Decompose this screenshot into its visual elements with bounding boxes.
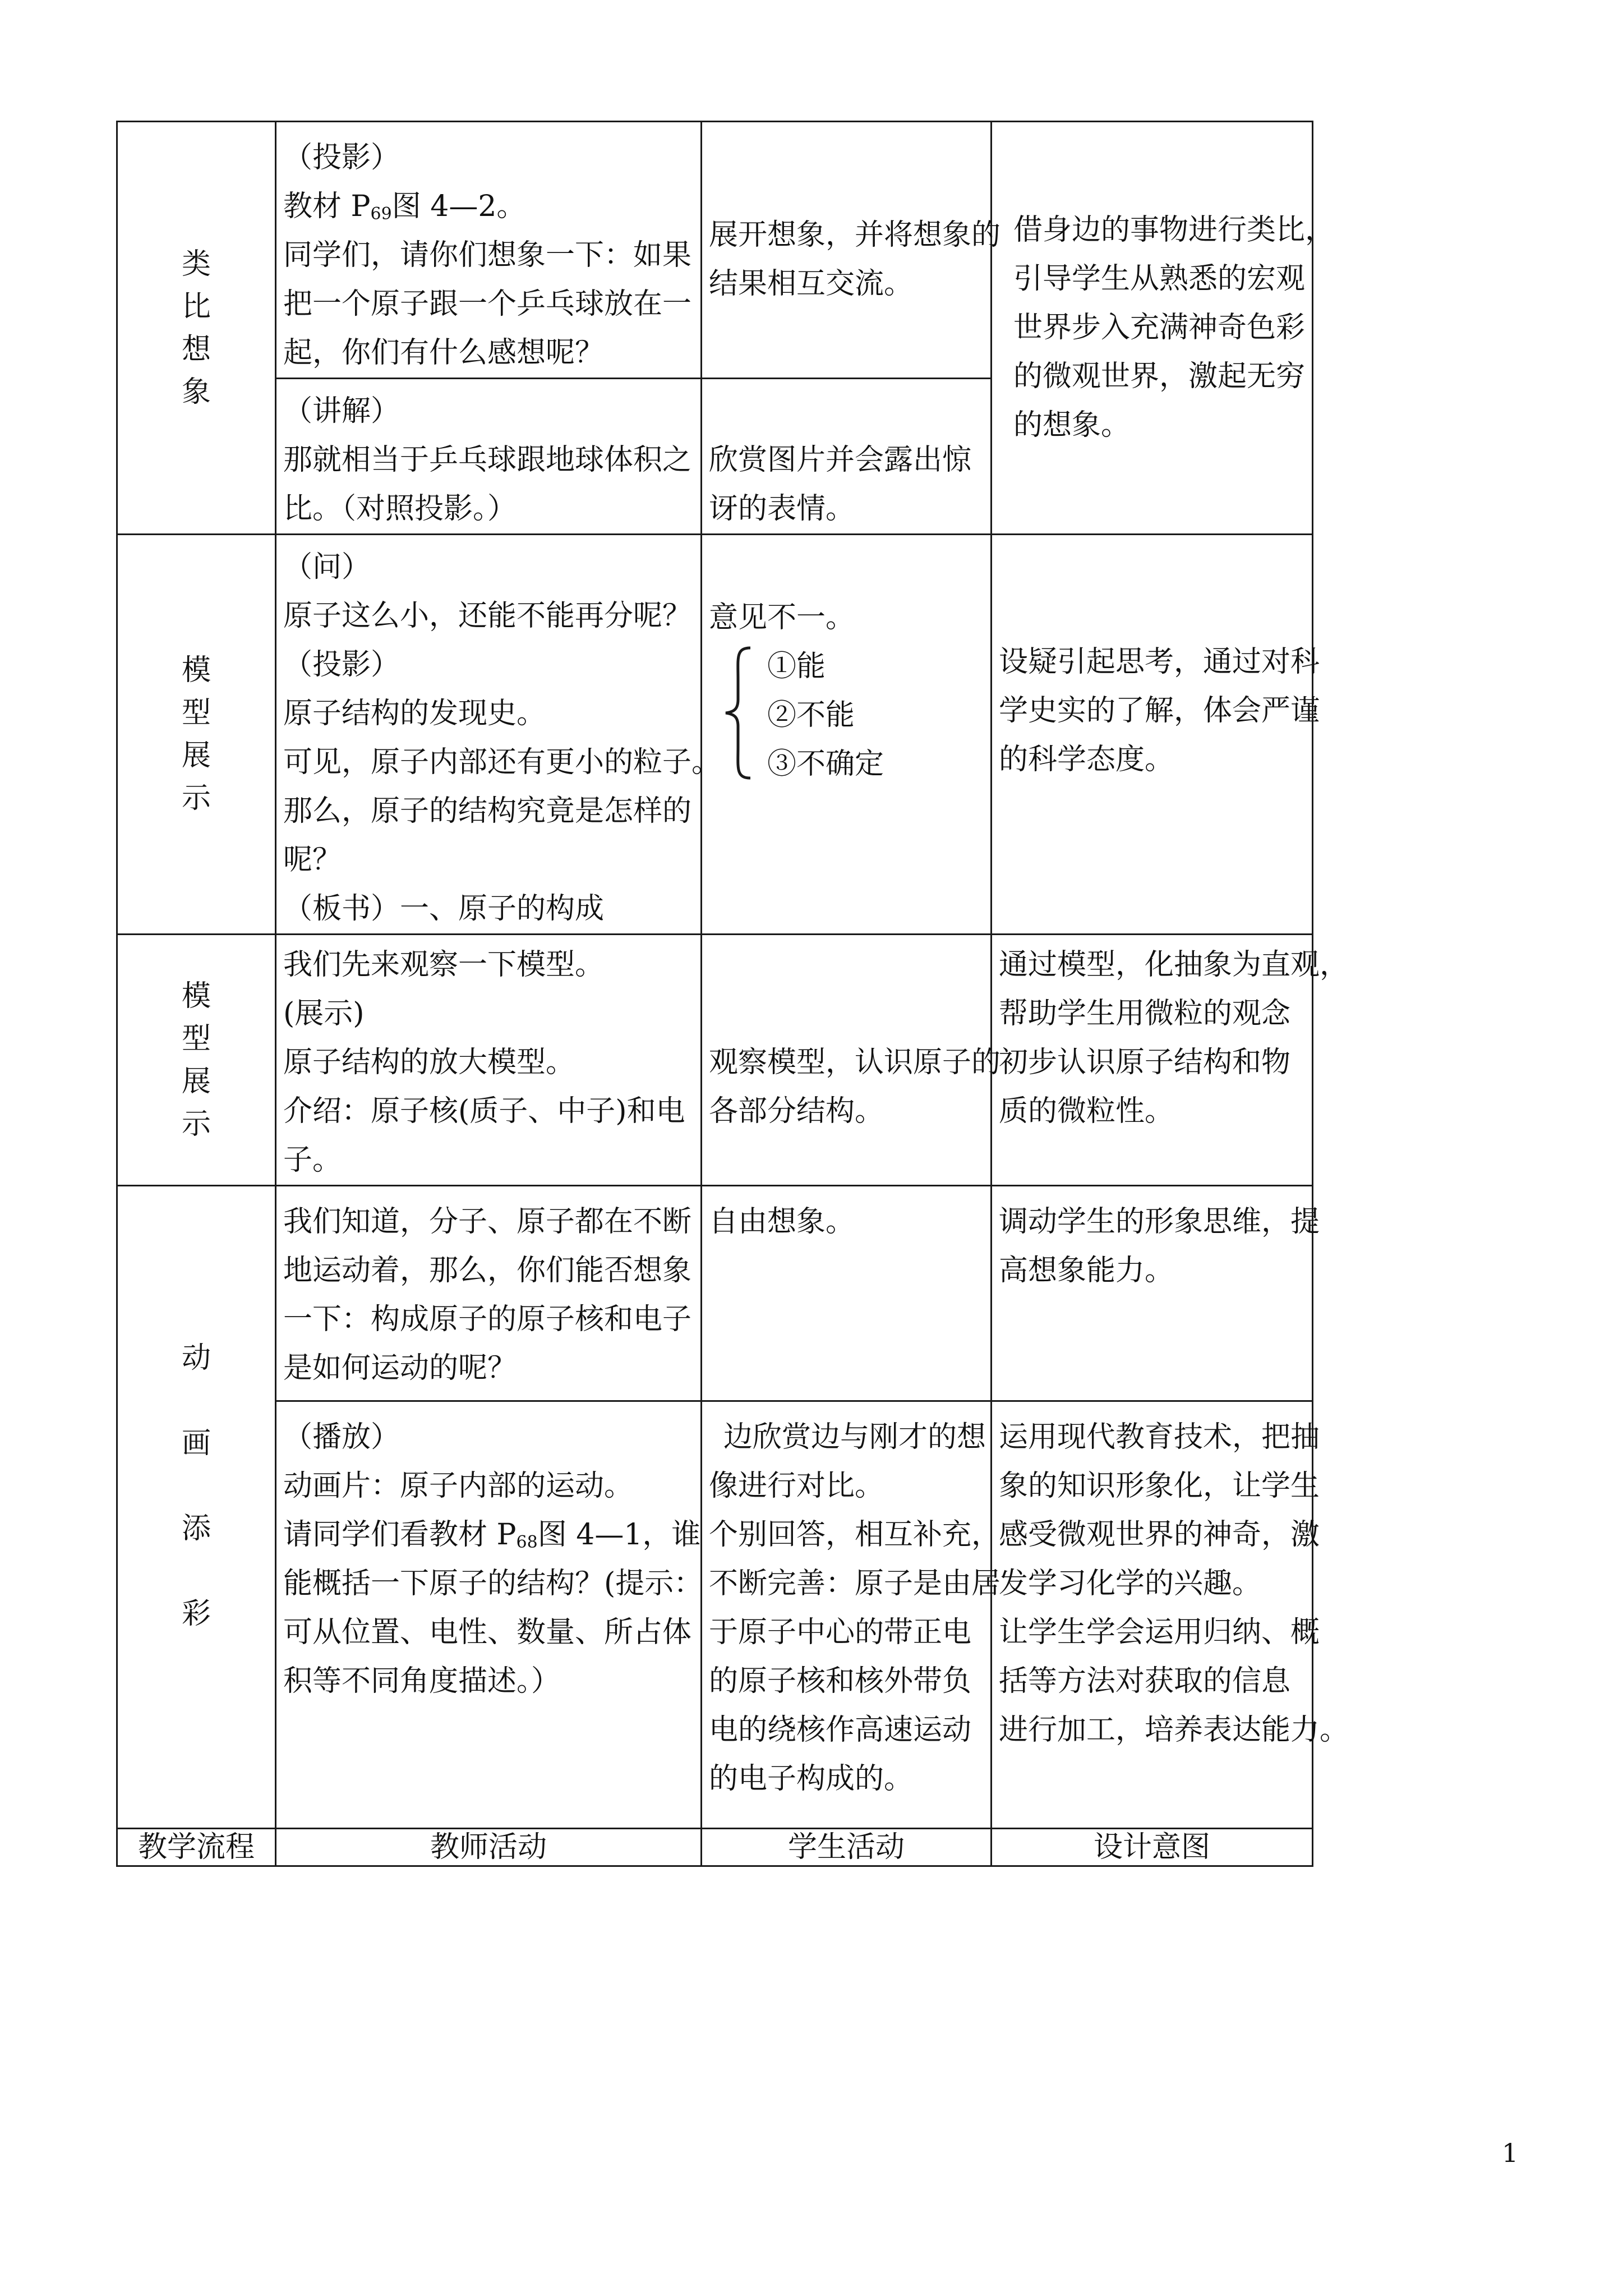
text-line: （问）	[283, 550, 371, 584]
text-line	[283, 182, 694, 231]
text-line: 让学生学会运用归纳、概	[999, 1616, 1320, 1649]
table-row	[117, 122, 1313, 379]
lesson-plan-table	[116, 121, 1349, 1867]
table-row	[117, 935, 1313, 1186]
stage-char: 画	[181, 1427, 211, 1460]
page-subscript: 68	[516, 1533, 538, 1552]
stage-cell	[117, 935, 276, 1186]
text-line: 电的绕核作高速运动	[709, 1713, 972, 1747]
text-line: 起，你们有什么感想呢？	[283, 336, 605, 370]
text-line: 的电子构成的。	[709, 1762, 914, 1796]
text-line: 那就相当于乒乓球跟地球体积之	[283, 443, 692, 477]
stage-char: 示	[181, 781, 211, 815]
text-line: 那么，原子的结构究竟是怎样的	[283, 794, 692, 828]
text-line: 个别回答，相互补充，	[709, 1518, 1001, 1552]
text-line: 可从位置、电性、数量、所占体	[283, 1616, 692, 1649]
text-line: 自由想象。	[709, 1205, 855, 1239]
text-line: 可见，原子内部还有更小的粒子。	[283, 746, 721, 779]
text-line: 质的微粒性。	[999, 1094, 1174, 1128]
text-line: 观察模型，认识原子的	[709, 1046, 1001, 1079]
text-line: 的原子核和核外带负	[709, 1664, 972, 1698]
stage-char: 展	[181, 739, 211, 772]
text-line: 原子结构的发现史。	[283, 697, 546, 730]
text-fragment: 请同学们看教材 P	[283, 1518, 517, 1552]
text-line: 把一个原子跟一个乒乓球放在一	[283, 287, 692, 321]
stage-char: 彩	[181, 1597, 211, 1631]
stage-char: 想	[181, 332, 211, 366]
table-row	[117, 1186, 1313, 1401]
student-activity-cell	[702, 379, 992, 535]
text-line: 通过模型，化抽象为直观，	[999, 948, 1349, 982]
text-line: （投影）	[283, 648, 400, 682]
stage-char: 比	[181, 289, 211, 324]
text-line: 讶的表情。	[709, 492, 855, 526]
stage-char: 动	[181, 1341, 211, 1375]
text-line: 借身边的事物进行类比，	[1013, 213, 1335, 247]
text-fragment: 图 4—2。	[391, 190, 526, 223]
student-activity-cell	[702, 535, 992, 935]
student-activity-cell	[702, 122, 1001, 379]
stage-char: 示	[181, 1107, 211, 1141]
text-line: 不断完善：原子是由居	[709, 1567, 1001, 1600]
text-line: 能概括一下原子的结构？(提示：	[283, 1567, 703, 1600]
student-activity-cell	[702, 1401, 1001, 1829]
stage-char: 型	[181, 696, 211, 730]
text-line: 于原子中心的带正电	[709, 1616, 972, 1649]
text-line: 运用现代教育技术，把抽	[999, 1420, 1320, 1454]
text-line: 初步认识原子结构和物	[999, 1046, 1291, 1079]
text-line: 引导学生从熟悉的宏观	[1013, 262, 1306, 296]
page-subscript: 69	[370, 204, 392, 224]
text-line: （播放）	[283, 1420, 400, 1454]
student-activity-cell	[702, 935, 1001, 1186]
text-line: （讲解）	[283, 394, 400, 428]
stage-char: 模	[181, 979, 211, 1013]
design-intent-cell	[992, 122, 1335, 535]
teacher-activity-cell	[276, 1186, 702, 1401]
teacher-activity-cell	[276, 935, 702, 1186]
text-line: 各部分结构。	[709, 1094, 884, 1128]
stage-char: 模	[181, 654, 211, 687]
teacher-activity-cell	[276, 122, 702, 379]
left-brace-icon	[721, 646, 755, 780]
text-line: 世界步入充满神奇色彩	[1013, 311, 1306, 344]
design-intent-cell	[992, 535, 1320, 935]
page-number: 1	[1502, 2138, 1519, 2168]
design-intent-cell	[992, 1401, 1349, 1829]
stage-char: 型	[181, 1022, 211, 1056]
text-line: 发学习化学的兴趣。	[999, 1567, 1262, 1600]
stage-cell	[117, 122, 276, 535]
text-line: 展开想象，并将想象的	[709, 218, 1001, 252]
text-line	[283, 1511, 701, 1559]
stage-char: 展	[181, 1064, 211, 1098]
text-line: 我们先来观察一下模型。	[283, 948, 605, 982]
table-row	[117, 535, 1313, 935]
text-line: 的微观世界，激起无穷	[1013, 360, 1306, 393]
footer-label-student: 学生活动	[702, 1829, 992, 1866]
stage-cell	[117, 535, 276, 935]
stage-char: 象	[181, 375, 211, 409]
text-line: 原子结构的放大模型。	[283, 1046, 575, 1079]
text-line: 象的知识形象化，让学生	[999, 1469, 1320, 1503]
option-item: ③不确定	[767, 747, 884, 781]
text-line: 进行加工，培养表达能力。	[999, 1713, 1349, 1747]
text-line: 的科学态度。	[999, 743, 1174, 776]
text-line: 结果相互交流。	[709, 267, 914, 301]
text-line: 的想象。	[1013, 408, 1131, 442]
text-line: 原子这么小，还能不能再分呢？	[283, 599, 692, 633]
text-line: 同学们，请你们想象一下：如果	[283, 238, 692, 272]
teacher-activity-cell	[276, 379, 702, 535]
text-line: 调动学生的形象思维，提	[999, 1205, 1320, 1239]
footer-label-flow: 教学流程	[117, 1829, 276, 1866]
text-line: 是如何运动的呢？	[283, 1351, 517, 1385]
text-line: 边欣赏边与刚才的想	[723, 1420, 986, 1454]
text-line: 比。（对照投影。）	[283, 492, 517, 526]
text-line: 高想象能力。	[999, 1254, 1174, 1287]
text-line: 像进行对比。	[709, 1469, 884, 1503]
text-line: 动画片：原子内部的运动。	[283, 1469, 634, 1503]
table-footer-row	[117, 1829, 1313, 1866]
stage-char: 类	[181, 247, 211, 281]
text-line: 学史实的了解，体会严谨	[999, 694, 1320, 728]
teacher-activity-cell	[276, 1401, 702, 1829]
option-item: ①能	[767, 650, 826, 683]
student-activity-cell	[702, 1186, 992, 1401]
text-line: 设疑引起思考，通过对科	[999, 645, 1320, 679]
footer-label-teacher: 教师活动	[276, 1829, 702, 1866]
text-line: 介绍：原子核(质子、中子)和电	[283, 1094, 685, 1128]
text-line: （板书）一、原子的构成	[283, 892, 605, 926]
design-intent-cell	[992, 935, 1349, 1186]
text-line: 帮助学生用微粒的观念	[999, 997, 1291, 1030]
stage-char: 添	[181, 1512, 211, 1545]
text-fragment: 教材 P	[283, 190, 371, 223]
option-item: ②不能	[767, 698, 855, 732]
text-line: 我们知道，分子、原子都在不断	[283, 1205, 692, 1239]
design-intent-cell	[992, 1186, 1320, 1401]
table-row	[117, 1401, 1313, 1829]
text-line: 积等不同角度描述。）	[283, 1664, 561, 1698]
text-line: 欣赏图片并会露出惊	[709, 443, 972, 477]
stage-cell	[117, 1186, 276, 1829]
text-line: 一下：构成原子的原子核和电子	[283, 1303, 692, 1336]
text-line: (展示)	[283, 997, 365, 1030]
options-group	[709, 642, 984, 789]
teacher-activity-cell	[276, 535, 721, 935]
text-line: 子。	[283, 1143, 342, 1177]
text-line: 地运动着，那么，你们能否想象	[283, 1254, 692, 1287]
text-line: 感受微观世界的神奇，激	[999, 1518, 1320, 1552]
text-line: 呢？	[283, 843, 342, 877]
text-line: （投影）	[283, 141, 400, 174]
text-fragment: 图 4—1，谁	[537, 1518, 701, 1552]
text-line: 括等方法对获取的信息	[999, 1664, 1291, 1698]
footer-label-design: 设计意图	[992, 1829, 1313, 1866]
text-line: 意见不一。	[709, 601, 855, 634]
